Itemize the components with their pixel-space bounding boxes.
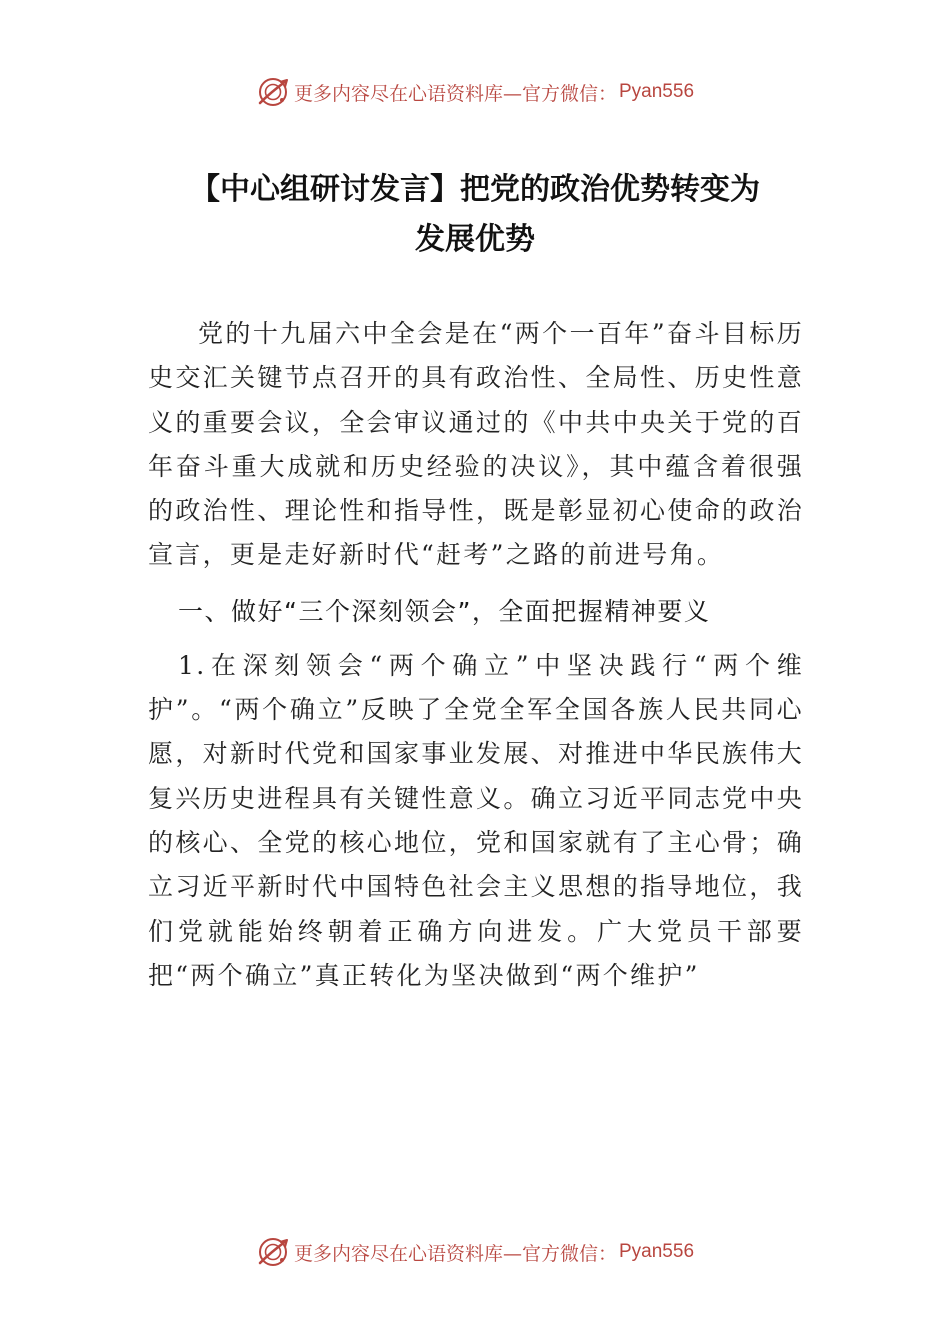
watermark-contact-id: Pyan556 (619, 81, 695, 102)
document-title (120, 165, 830, 265)
watermark-contact-id: Pyan556 (619, 1241, 695, 1262)
section-1-heading: 一、做好“三个深刻领会”，全面把握精神要义 (178, 596, 711, 626)
watermark-text: 更多内容尽在心语资料库— (293, 82, 522, 105)
header-watermark (0, 72, 950, 112)
title-line-1: 【中心组研讨发言】把党的政治优势转变为 (190, 172, 760, 207)
footer-watermark (0, 1232, 950, 1272)
watermark-contact-label: 官方微信： (521, 1242, 617, 1265)
document-body (148, 312, 804, 998)
intro-paragraph: 党的十九届六中全会是在“两个一百年”奋斗目标历史交汇关键节点召开的具有政治性、全局性、历史性意义的重要会议，全会审议通过的《中共中央关于党的百年奋斗重大成就和历史经验的决议》，其中蕴含着很强的政治性、理论性和指导性，既是彰显初心使命的政治宣言，更是走好新时代“赶考”之路的前进号角。 (148, 319, 804, 570)
watermark-contact-label: 官方微信： (521, 82, 617, 105)
watermark-text: 更多内容尽在心语资料库— (293, 1242, 522, 1265)
title-line-2: 发展优势 (415, 222, 535, 257)
brand-logo-icon (256, 75, 290, 109)
brand-logo-icon (256, 1235, 290, 1269)
point-1-paragraph: 1.在深刻领会“两个确立”中坚决践行“两个维护”。“两个确立”反映了全党全军全国各族人民共同心愿，对新时代党和国家事业发展、对推进中华民族伟大复兴历史进程具有关键性意义。确立习近平同志党中央的核心、全党的核心地位，党和国家就有了主心骨；确立习近平新时代中国特色社会主义思想的指导地位，我们党就能始终朝着正确方向进发。广大党员干部要把“两个确立”真正转化为坚决做到“两个维护” (148, 650, 804, 990)
